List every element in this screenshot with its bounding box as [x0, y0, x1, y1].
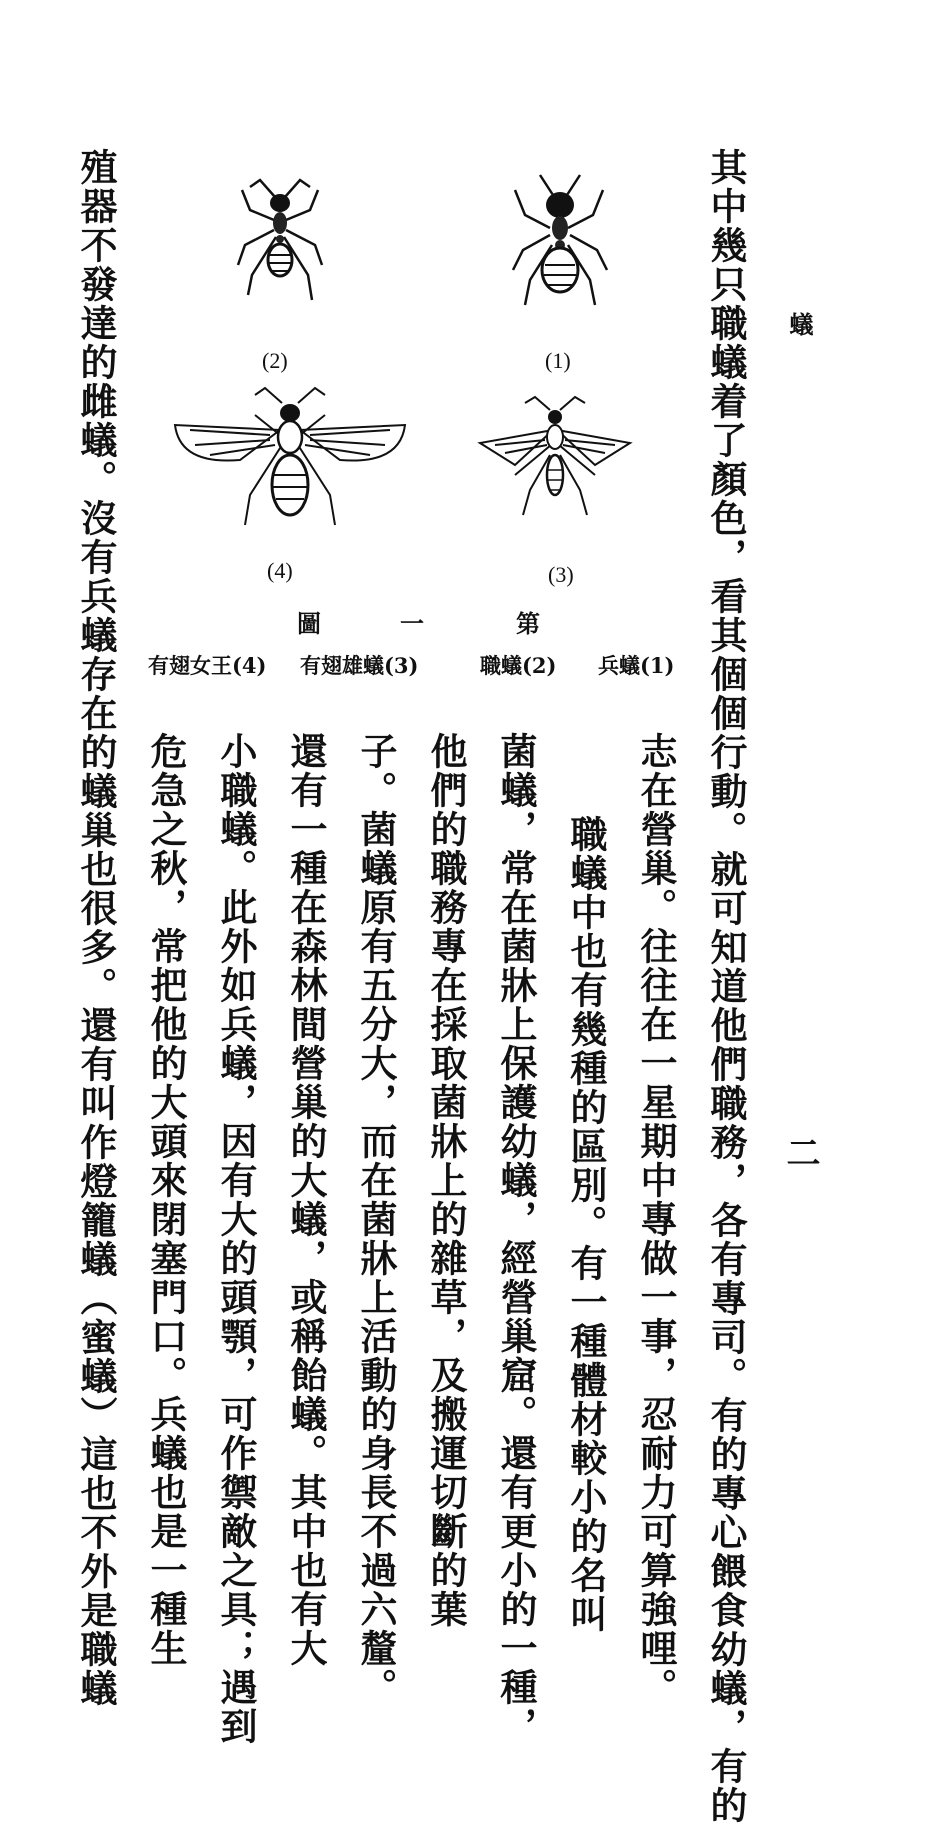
- figure-label-3: (3): [548, 562, 574, 587]
- text-column-3: 職蟻中也有幾種的區別。有一種體材較小的名叫: [564, 815, 608, 1634]
- figure-label-4: (4): [267, 558, 293, 583]
- worker-ant-illustration: [230, 175, 330, 315]
- figure-caption-2: 職蟻(2): [480, 653, 557, 678]
- text-column-2: 志在營巢。往往在一星期中專做一事，忍耐力可算強哩。: [634, 732, 678, 1707]
- figure-caption-4: 有翅女王(4): [148, 653, 267, 678]
- figure-caption-3: 有翅雄蟻(3): [300, 653, 419, 678]
- page-number: 二: [780, 1135, 820, 1169]
- figure-caption-1: 兵蟻(1): [598, 653, 675, 678]
- figure-label-1: (1): [545, 348, 571, 373]
- text-column-8: 小職蟻。此外如兵蟻，因有大的頭顎，可作禦敵之具；遇到: [214, 732, 258, 1746]
- text-column-7: 還有一種在森林間營巢的大蟻，或稱飴蟻。其中也有大: [284, 732, 328, 1668]
- winged-queen-ant-illustration: [170, 385, 410, 530]
- text-column-9: 危急之秋，常把他的大頭來閉塞門口。兵蟻也是一種生: [144, 732, 188, 1668]
- running-title: 蟻: [785, 312, 814, 336]
- figure-title-char-3: 圖: [297, 609, 321, 638]
- winged-male-ant-illustration: [475, 395, 635, 520]
- figure-title-char-2: 一: [400, 609, 424, 638]
- text-column-5: 他們的職務專在採取菌牀上的雜草，及搬運切斷的葉: [424, 732, 468, 1629]
- soldier-ant-illustration: [505, 170, 615, 320]
- figure-label-2: (2): [262, 348, 288, 373]
- text-column-6: 子。菌蟻原有五分大，而在菌牀上活動的身長不過六釐。: [354, 732, 398, 1707]
- text-column-10: 殖器不發達的雌蟻。沒有兵蟻存在的蟻巢也很多。還有叫作燈籠蟻（蜜蟻）這也不外是職蟻: [74, 148, 118, 1708]
- text-column-1: 其中幾只職蟻着了顏色，看其個個行動。就可知道他們職務，各有專司。有的專心餵食幼蟻，有的: [704, 148, 748, 1825]
- figure-title-char-1: 第: [516, 609, 540, 638]
- text-column-4: 菌蟻，常在菌牀上保護幼蟻，經營巢窟。還有更小的一種，: [494, 732, 538, 1746]
